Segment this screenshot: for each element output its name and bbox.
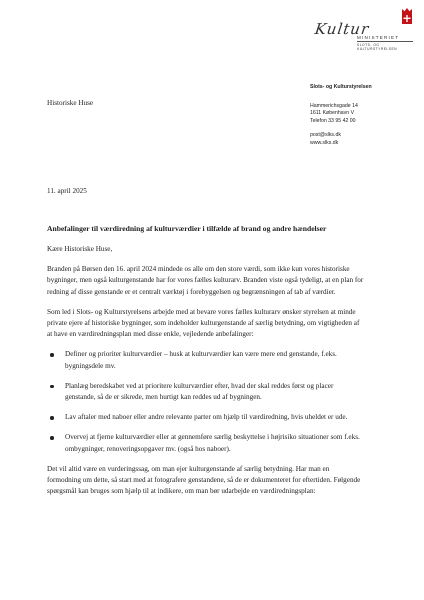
letter-date: 11. april 2025 xyxy=(47,187,87,195)
sender-address-line1: Hammerichsgade 14 xyxy=(310,102,358,109)
bullet-icon xyxy=(50,353,54,357)
logo-divider xyxy=(357,41,413,42)
list-item-text: Lav aftaler med naboer eller andre relevante parter om hjælp til værdiredning, hvis uheldet er ude. xyxy=(65,413,348,422)
ministry-logo xyxy=(315,8,415,50)
list-item xyxy=(47,381,365,403)
closing-paragraph: Det vil altid være en vurderingssag, om man ejer kulturgenstande af særlig betydning. Har man en formodning om dette, så start med at fotografere genstandene, så de er dokumenteret for eftertiden. Følgende spørgsmål kan bruges som hjælp til at indikere, om man bør udarbejde en værdiredningsplan: xyxy=(47,464,361,496)
letter-heading: Anbefalinger til værdiredning af kulturværdier i tilfælde af brand og andre hændelser xyxy=(47,224,327,233)
list-item xyxy=(47,412,365,423)
bullet-icon xyxy=(50,385,54,389)
list-item xyxy=(47,349,365,371)
sender-phone: Telefon 33 95 42 00 xyxy=(310,117,356,124)
list-item-text: Definer og prioriter kulturværdier – husk at kulturværdier kan være mere end genstande, f.eks. bygningsdele mv. xyxy=(65,350,337,370)
paragraph: Som led i Slots- og Kulturstyrelsens arbejde med at bevare vores fælles kulturarv ønsker styrelsen at minde private ejere af historiske bygninger, som indeholder kulturgenstande af særlig betydning, om vigtigheden af at have en værdiredningsplan med disse enkle, vejledende anbefalinger: xyxy=(47,307,360,339)
recommendation-list xyxy=(47,349,365,454)
logo-wordmark: Kultur xyxy=(313,20,371,38)
logo-ministry-text: MINISTERIET xyxy=(357,35,400,40)
sender-block xyxy=(310,84,372,148)
sender-email-link[interactable]: post@slks.dk xyxy=(310,132,341,139)
bullet-icon xyxy=(50,416,54,420)
logo-agency-text: SLOTS- OG KULTURSTYRELSEN xyxy=(357,43,398,51)
sender-address-line2: 1611 København V xyxy=(310,110,355,117)
paragraph: Branden på Børsen den 16. april 2024 mindede os alle om den store værdi, som ikke kun vores historiske bygninger, men også kulturgenstande har for vores fælles kulturarv. Branden viste også tydeligt, at en plan for redning af disse genstande er et centralt værktøj i forebyggelsen og begrænsningen af tab af værdier. xyxy=(47,265,364,296)
letter-body xyxy=(47,223,365,506)
list-item-text: Planlæg beredskabet ved at prioritere kulturværdier efter, hvad der skal reddes først og placer genstande, så de er sikrede, men hurtigt kan reddes ud af bygningen. xyxy=(65,381,334,402)
crown-icon xyxy=(401,8,413,25)
sender-web-link[interactable]: www.slks.dk xyxy=(310,139,339,146)
list-item-text: Overvej at fjerne kulturværdier eller at gennemføre særlig beskyttelse i højrisiko situationer som f.eks. ombygninger, renoveringsopgaver mv. (også hos naboer). xyxy=(65,433,360,453)
list-item xyxy=(47,432,365,454)
salutation: Kære Historiske Huse, xyxy=(47,245,113,253)
recipient: Historiske Huse xyxy=(47,99,94,107)
bullet-icon xyxy=(50,436,54,440)
sender-org: Slots- og Kulturstyrelsen xyxy=(310,84,372,90)
